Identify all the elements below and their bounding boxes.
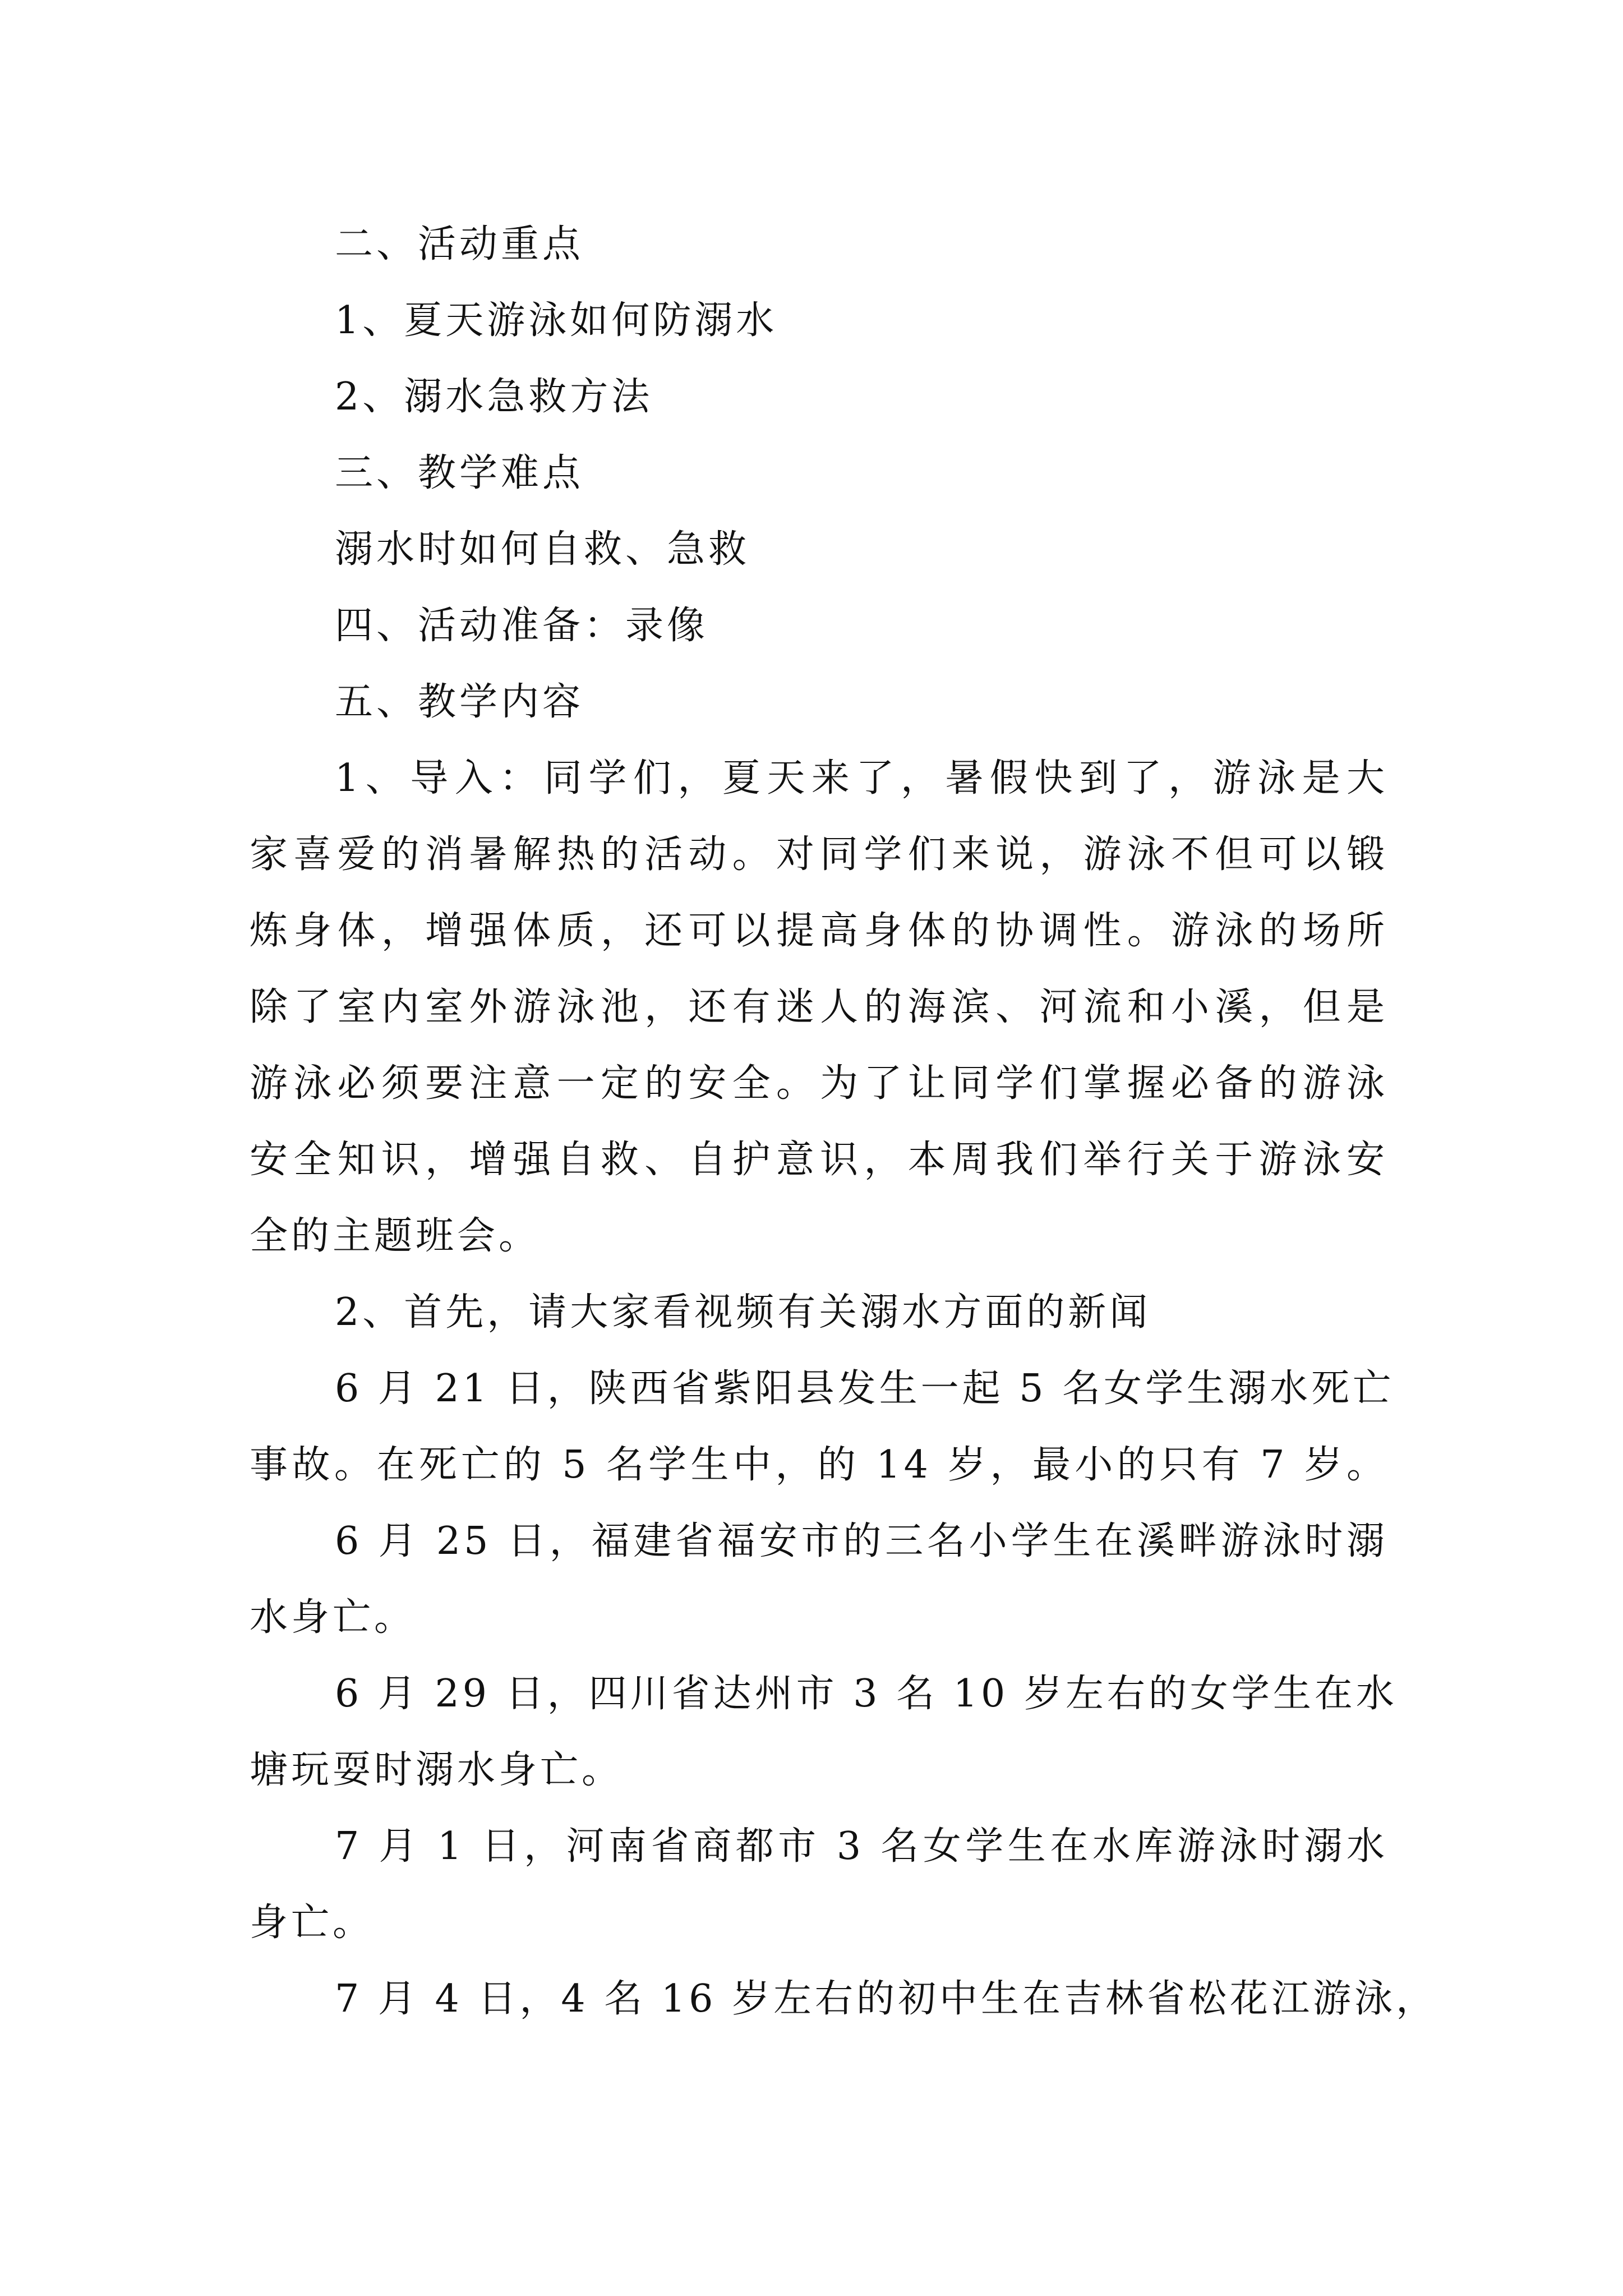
paragraph-line: 游泳必须要注意一定的安全。为了让同学们掌握必备的游泳 (250, 1061, 1388, 1106)
news-item-line: 6 月 21 日，陕西省紫阳县发生一起 5 名女学生溺水死亡 (335, 1366, 1395, 1411)
news-item-line: 7 月 4 日，4 名 16 岁左右的初中生在吉林省松花江游泳， (335, 1977, 1438, 2021)
paragraph-line: 家喜爱的消暑解热的活动。对同学们来说，游泳不但可以锻 (250, 832, 1388, 877)
paragraph-line: 除了室内室外游泳池，还有迷人的海滨、河流和小溪，但是 (250, 985, 1388, 1029)
paragraph-line: 1、导入：同学们，夏天来了，暑假快到了，游泳是大 (335, 756, 1388, 800)
section-heading-activity-preparation: 四、活动准备：录像 (335, 604, 709, 648)
news-item-line: 6 月 29 日，四川省达州市 3 名 10 岁左右的女学生在水 (335, 1672, 1398, 1716)
paragraph-line: 2、首先，请大家看视频有关溺水方面的新闻 (335, 1290, 1151, 1335)
document-body (250, 206, 1438, 2037)
section-heading-teaching-content: 五、教学内容 (335, 680, 584, 724)
news-item-line: 水身亡。 (250, 1595, 416, 1640)
section-heading-teaching-difficulty: 三、教学难点 (335, 451, 584, 495)
paragraph-line: 安全知识，增强自救、自护意识，本周我们举行关于游泳安 (250, 1138, 1388, 1182)
news-item-line: 塘玩耍时溺水身亡。 (250, 1748, 624, 1792)
list-item: 2、溺水急救方法 (335, 375, 653, 419)
list-item: 1、夏天游泳如何防溺水 (335, 298, 778, 343)
paragraph-line: 溺水时如何自救、急救 (335, 527, 750, 572)
section-heading-activity-focus: 二、活动重点 (335, 222, 584, 266)
news-item-line: 身亡。 (250, 1901, 375, 1945)
news-item-line: 事故。在死亡的 5 名学生中，的 14 岁，最小的只有 7 岁。 (250, 1443, 1388, 1487)
paragraph-line: 全的主题班会。 (250, 1214, 541, 1258)
news-item-line: 6 月 25 日，福建省福安市的三名小学生在溪畔游泳时溺 (335, 1519, 1388, 1563)
news-item-line: 7 月 1 日，河南省商都市 3 名女学生在水库游泳时溺水 (335, 1824, 1388, 1869)
paragraph-line: 炼身体，增强体质，还可以提高身体的协调性。游泳的场所 (250, 909, 1388, 953)
